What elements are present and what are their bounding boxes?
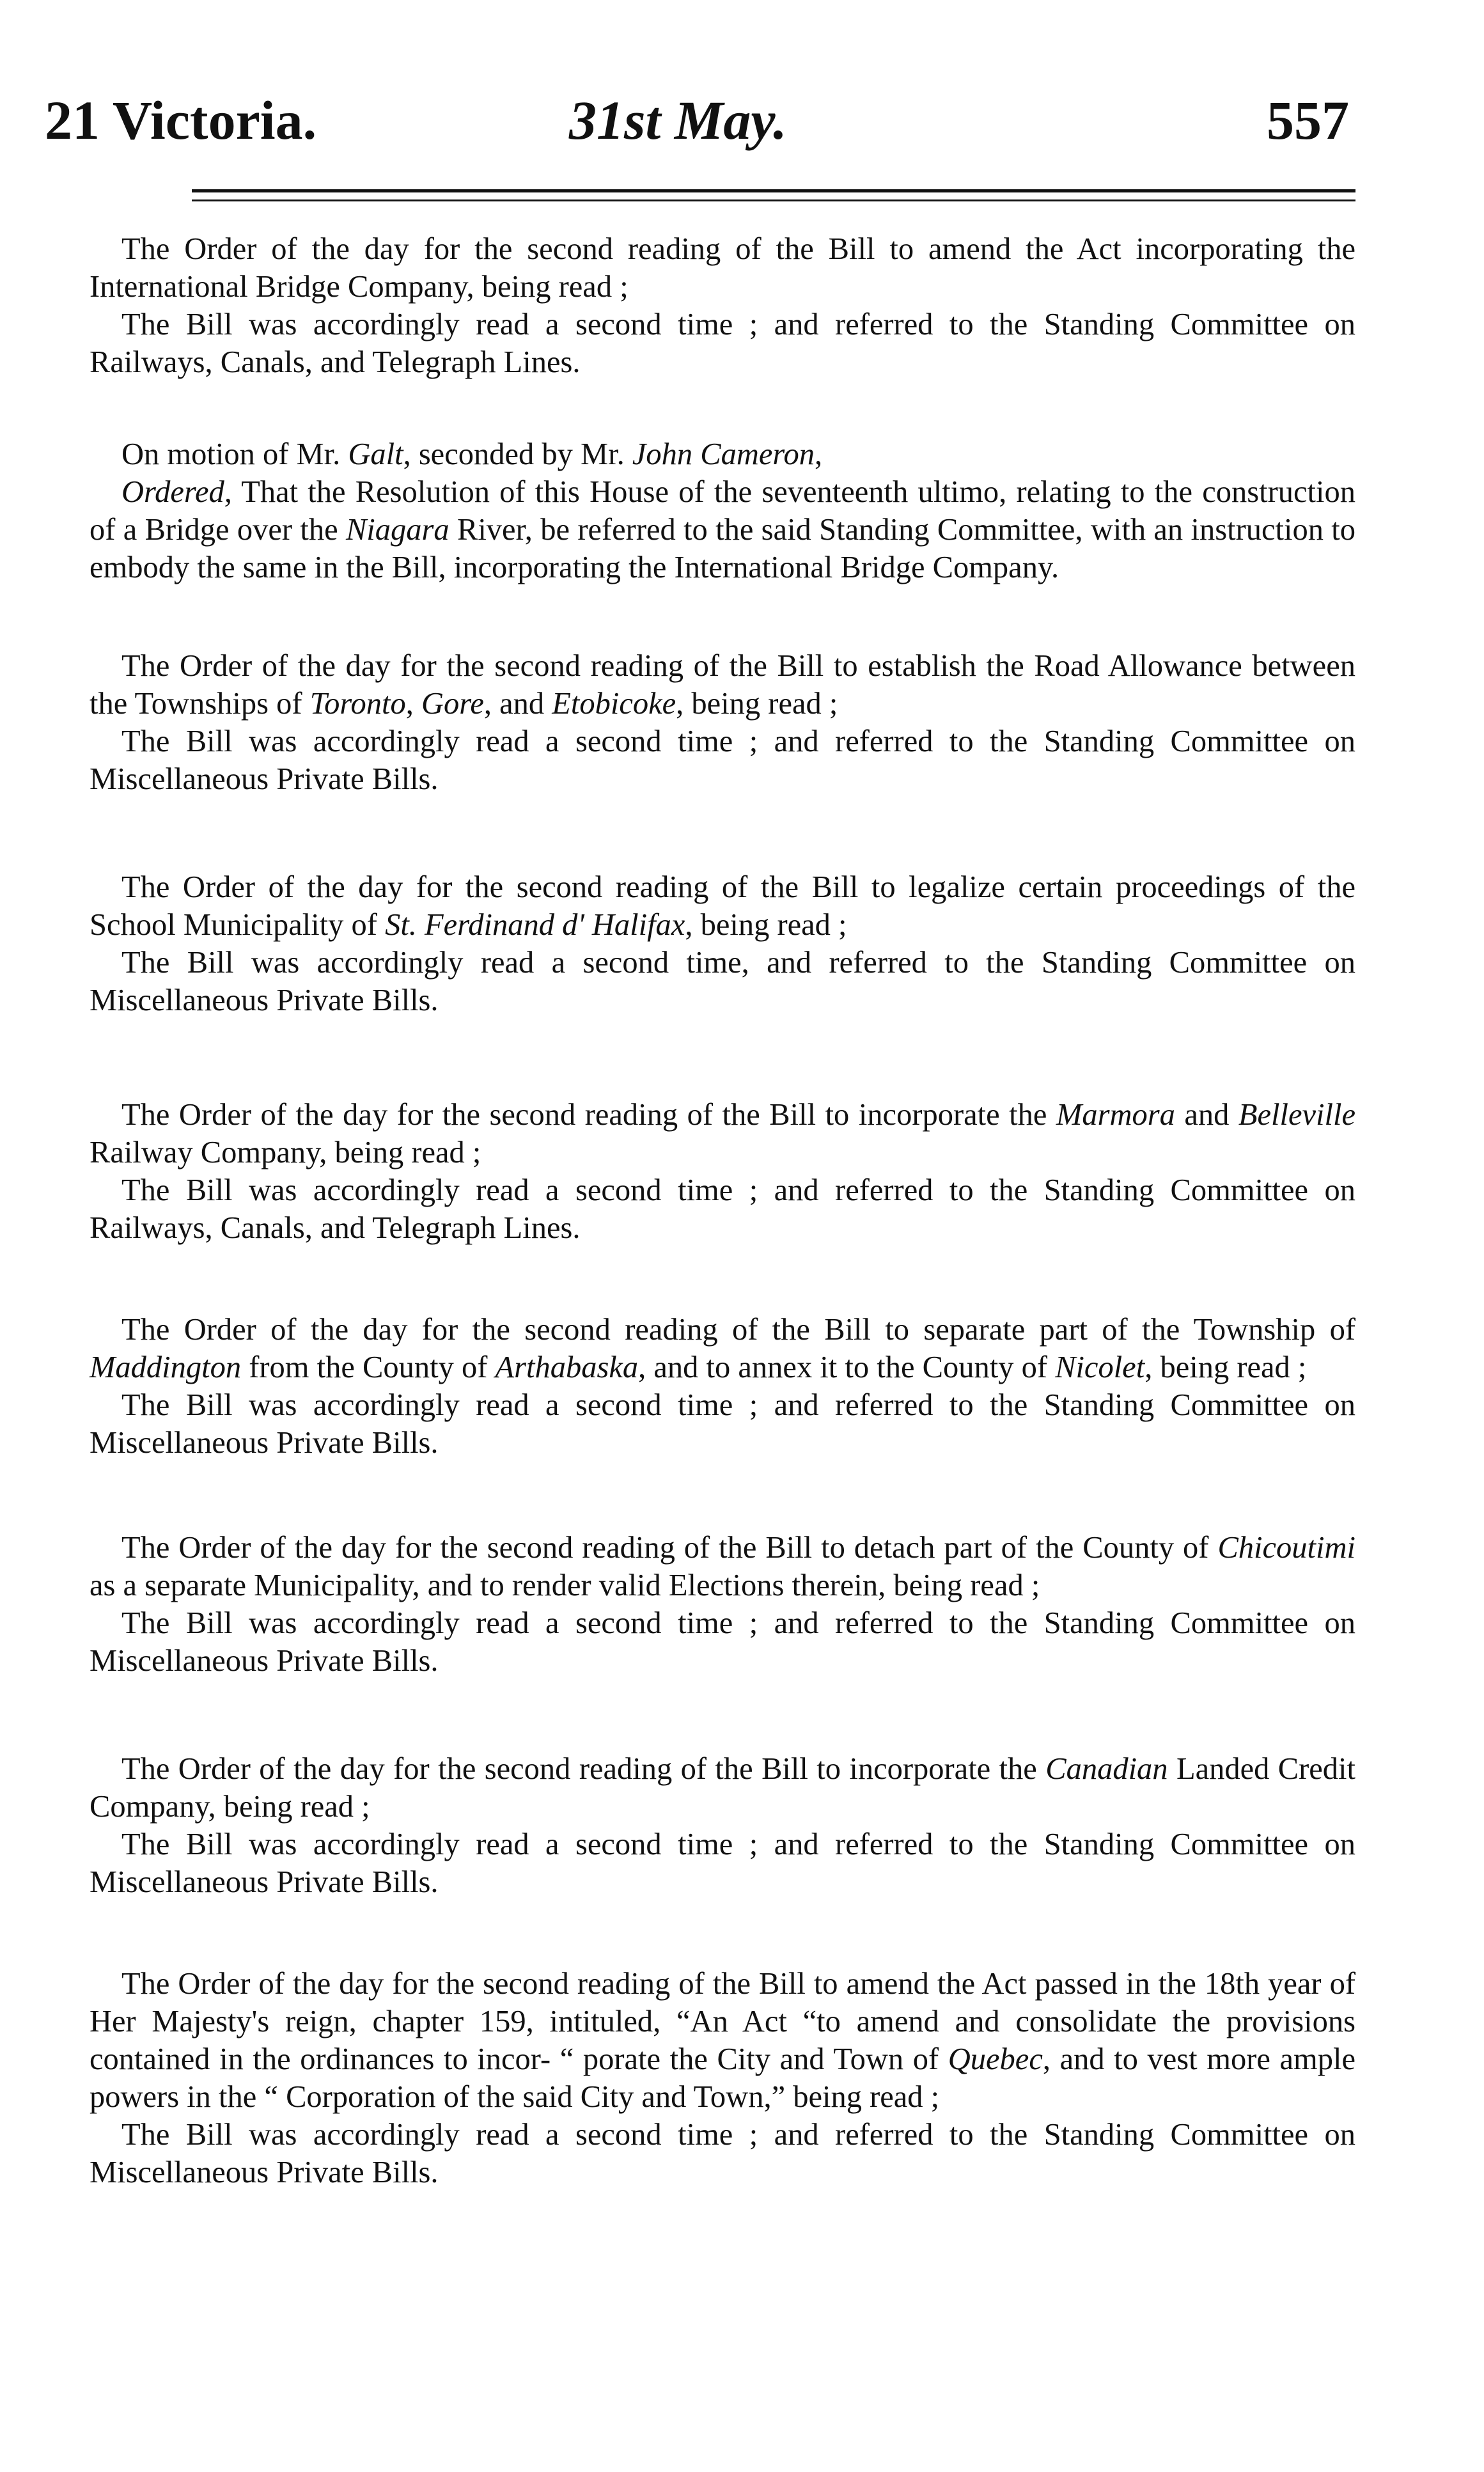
- motion-post: ,: [815, 437, 823, 471]
- header-rule-thin: [192, 199, 1355, 201]
- place-marmora: Marmora: [1056, 1098, 1175, 1132]
- order-pre: The Order of the day for the second reading of the Bill to detach part of the County of: [121, 1531, 1218, 1565]
- ordered-text: [90, 473, 1355, 586]
- order-post: , being read ;: [676, 687, 838, 721]
- entry-order-text: [90, 1750, 1355, 1826]
- order-pre: The Order of the day for the second reading of the Bill to incorporate the: [121, 1752, 1046, 1786]
- entry-school-municipality: [90, 868, 1355, 1019]
- running-head-left: 21 Victoria.: [45, 90, 317, 151]
- sep: ,: [405, 687, 421, 721]
- ordered-post: River, be referred to the said Standing Committee, with an instruction to embody the same in the Bill, incorporating the International Bridge Company.: [90, 513, 1355, 584]
- place-nicolet: Nicolet: [1055, 1350, 1145, 1384]
- township-toronto: Toronto: [309, 687, 406, 721]
- entry-motion-galt: [90, 435, 1355, 586]
- order-pre: The Order of the day for the second reading of the Bill to amend the Act passed in the 18th year of Her Majesty's reign, chapter 159, intituled, “An Act “to amend and consolidate the provisions contained in the ordinances to incor- “ porate the City and Town of: [90, 1967, 1355, 2076]
- entry-order-text: [90, 1529, 1355, 1604]
- municipality-name: St. Ferdinand d' Halifax: [385, 908, 685, 942]
- entry-result-text: The Bill was accordingly read a second time ; and referred to the Standing Committee on Railways, Canals, and Telegraph Lines.: [90, 1173, 1355, 1245]
- entry-quebec-act: [90, 1965, 1355, 2191]
- entry-result-text: The Bill was accordingly read a second time ; and referred to the Standing Committee on Miscellaneous Private Bills.: [90, 1606, 1355, 1678]
- order-pre: The Order of the day for the second reading of the Bill to legalize certain proceedings of the School Municipality of: [90, 870, 1355, 942]
- entry-maddington: [90, 1311, 1355, 1462]
- entry-chicoutimi: [90, 1529, 1355, 1680]
- order-pre: The Order of the day for the second reading of the Bill to separate part of the Township of: [121, 1313, 1355, 1347]
- running-head-date: 31st May.: [569, 90, 787, 151]
- entry-order-text: The Order of the day for the second reading of the Bill to amend the Act incorporating the International Bridge Company, being read ;: [90, 232, 1355, 304]
- order-post: Railway Company, being read ;: [90, 1136, 481, 1170]
- order-post: , being read ;: [1144, 1350, 1307, 1384]
- entry-order-text: [90, 1096, 1355, 1171]
- order-post: , being read ;: [685, 908, 847, 942]
- order-pre: The Order of the day for the second reading of the Bill to incorporate the: [121, 1098, 1056, 1132]
- page-header: [45, 82, 1349, 159]
- order-post: , and to vest more ample powers in the “ Corporation of the said City and Town,” being read ;: [90, 2042, 1355, 2114]
- entry-order-text: [90, 1311, 1355, 1386]
- order-post: as a separate Municipality, and to render valid Elections therein, being read ;: [90, 1568, 1040, 1602]
- name-canadian: Canadian: [1045, 1752, 1168, 1786]
- place-quebec: Quebec: [948, 2042, 1043, 2076]
- order-post: Landed Credit Company, being read ;: [90, 1752, 1356, 1824]
- seconder-name: John Cameron: [632, 437, 815, 471]
- entry-result-text: The Bill was accordingly read a second time ; and referred to the Standing Committee on Miscellaneous Private Bills.: [90, 1388, 1355, 1460]
- order-pre: The Order of the day for the second reading of the Bill to establish the Road Allowance between the Townships of: [90, 649, 1355, 721]
- place-belleville: Belleville: [1238, 1098, 1356, 1132]
- order-mid2: , and to annex it to the County of: [638, 1350, 1056, 1384]
- motion-text: [90, 435, 1355, 473]
- place-chicoutimi: Chicoutimi: [1217, 1531, 1355, 1565]
- motion-mid: , seconded by Mr.: [403, 437, 632, 471]
- entry-marmora-railway: [90, 1096, 1355, 1247]
- page-number: 557: [1267, 90, 1349, 151]
- entry-canadian-landed-credit: [90, 1750, 1355, 1901]
- journal-body: [90, 230, 1355, 2191]
- place-maddington: Maddington: [90, 1350, 242, 1384]
- entry-result-text: The Bill was accordingly read a second time ; and referred to the Standing Committee on Miscellaneous Private Bills.: [90, 2118, 1355, 2189]
- mover-name: Galt: [348, 437, 403, 471]
- entry-result-text: The Bill was accordingly read a second time, and referred to the Standing Committee on Miscellaneous Private Bills.: [90, 946, 1355, 1017]
- entry-road-allowance: [90, 647, 1355, 798]
- township-gore: Gore: [421, 687, 484, 721]
- sep: , and: [483, 687, 552, 721]
- entry-result-text: The Bill was accordingly read a second time ; and referred to the Standing Committee on Railways, Canals, and Telegraph Lines.: [90, 308, 1355, 379]
- order-mid: from the County of: [241, 1350, 496, 1384]
- place-arthabaska: Arthabaska: [495, 1350, 639, 1384]
- entry-order-text: [90, 647, 1355, 723]
- entry-order-text: [90, 868, 1355, 944]
- entry-result-text: The Bill was accordingly read a second time ; and referred to the Standing Committee on Miscellaneous Private Bills.: [90, 1827, 1355, 1899]
- entry-order-text: [90, 1965, 1355, 2116]
- header-rule-thick: [192, 189, 1355, 192]
- order-mid: and: [1175, 1098, 1238, 1132]
- ordered-pre: That the Resolution of this House of the seventeenth ultimo, relating to the construction of a Bridge over the: [90, 475, 1355, 547]
- entry-result-text: The Bill was accordingly read a second time ; and referred to the Standing Committee on Miscellaneous Private Bills.: [90, 724, 1355, 796]
- motion-pre: On motion of Mr.: [121, 437, 348, 471]
- ordered-label: Ordered,: [121, 475, 232, 509]
- township-etobicoke: Etobicoke: [552, 687, 676, 721]
- entry-international-bridge: [90, 230, 1355, 381]
- river-name: Niagara: [345, 513, 449, 547]
